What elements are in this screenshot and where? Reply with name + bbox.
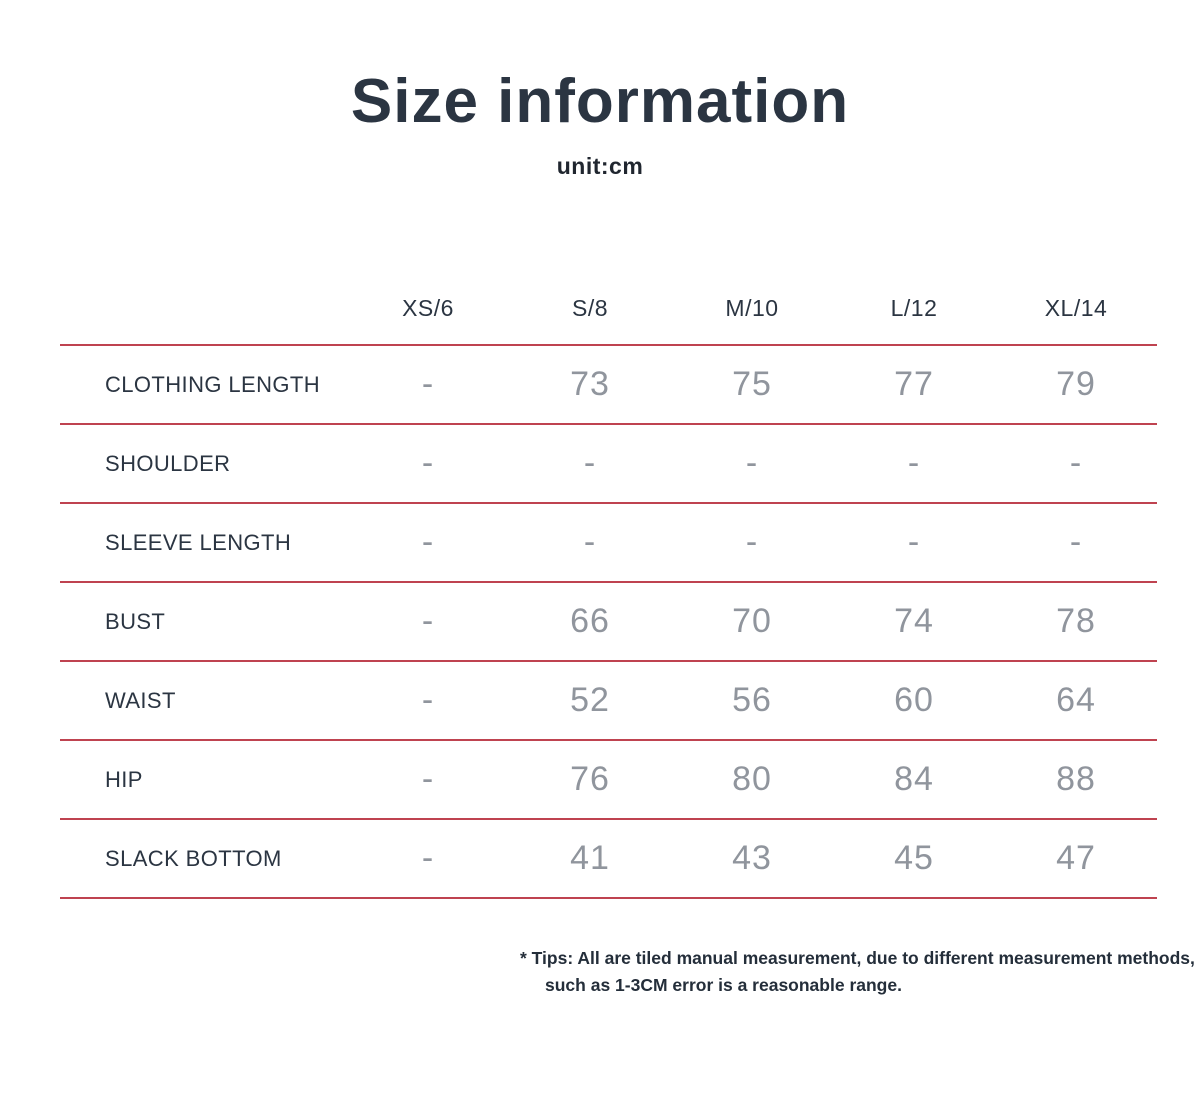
- value-cell: -: [421, 602, 435, 640]
- value-cell: -: [421, 681, 435, 719]
- value-cell: -: [745, 444, 759, 482]
- page-title: Size information: [350, 67, 850, 136]
- value-cell: -: [1069, 523, 1083, 561]
- size-table: [60, 272, 1157, 899]
- value-cell: 78: [1056, 602, 1096, 640]
- value-cell: 66: [570, 602, 610, 640]
- value-cell: 74: [894, 602, 934, 640]
- row-label: WAIST: [105, 687, 176, 713]
- value-cell: 47: [1056, 839, 1096, 877]
- value-cell: 60: [894, 681, 934, 719]
- value-cell: 79: [1056, 365, 1096, 403]
- tips-note: [520, 945, 1200, 999]
- table-row: [60, 741, 1157, 820]
- tips-line-1: * Tips: All are tiled manual measurement, due to different measurement methods,: [520, 948, 1195, 968]
- value-cell: -: [745, 523, 759, 561]
- size-chart-page: [0, 66, 1200, 999]
- value-cell: -: [421, 839, 435, 877]
- value-cell: 76: [570, 760, 610, 798]
- column-header: XS/6: [402, 294, 454, 321]
- row-label: CLOTHING LENGTH: [105, 371, 321, 397]
- row-label: HIP: [105, 766, 143, 792]
- unit-label: unit:cm: [556, 153, 644, 179]
- value-cell: -: [907, 444, 921, 482]
- tips-line-2: such as 1-3CM error is a reasonable range.: [545, 975, 902, 995]
- value-cell: 41: [570, 839, 610, 877]
- value-cell: 56: [732, 681, 772, 719]
- value-cell: 45: [894, 839, 934, 877]
- value-cell: 70: [732, 602, 772, 640]
- table-row: [60, 820, 1157, 899]
- value-cell: 80: [732, 760, 772, 798]
- table-row: [60, 346, 1157, 425]
- value-cell: -: [907, 523, 921, 561]
- column-header: M/10: [725, 294, 779, 321]
- value-cell: -: [583, 523, 597, 561]
- row-label: BUST: [105, 608, 166, 634]
- size-table-body: [60, 346, 1157, 899]
- row-label: SHOULDER: [105, 450, 231, 476]
- value-cell: 75: [732, 365, 772, 403]
- value-cell: -: [421, 444, 435, 482]
- value-cell: 64: [1056, 681, 1096, 719]
- value-cell: 84: [894, 760, 934, 798]
- table-row: [60, 662, 1157, 741]
- value-cell: 88: [1056, 760, 1096, 798]
- value-cell: -: [421, 760, 435, 798]
- size-table-header-row: [60, 272, 1157, 346]
- value-cell: -: [421, 365, 435, 403]
- value-cell: 77: [894, 365, 934, 403]
- value-cell: 73: [570, 365, 610, 403]
- value-cell: 43: [732, 839, 772, 877]
- table-row: [60, 425, 1157, 504]
- value-cell: 52: [570, 681, 610, 719]
- column-header: S/8: [571, 294, 609, 321]
- table-row: [60, 583, 1157, 662]
- column-header: L/12: [890, 294, 938, 321]
- column-header: XL/14: [1044, 294, 1108, 321]
- value-cell: -: [1069, 444, 1083, 482]
- row-label: SLACK BOTTOM: [105, 845, 282, 871]
- value-cell: -: [421, 523, 435, 561]
- value-cell: -: [583, 444, 597, 482]
- row-label: SLEEVE LENGTH: [105, 529, 292, 555]
- table-row: [60, 504, 1157, 583]
